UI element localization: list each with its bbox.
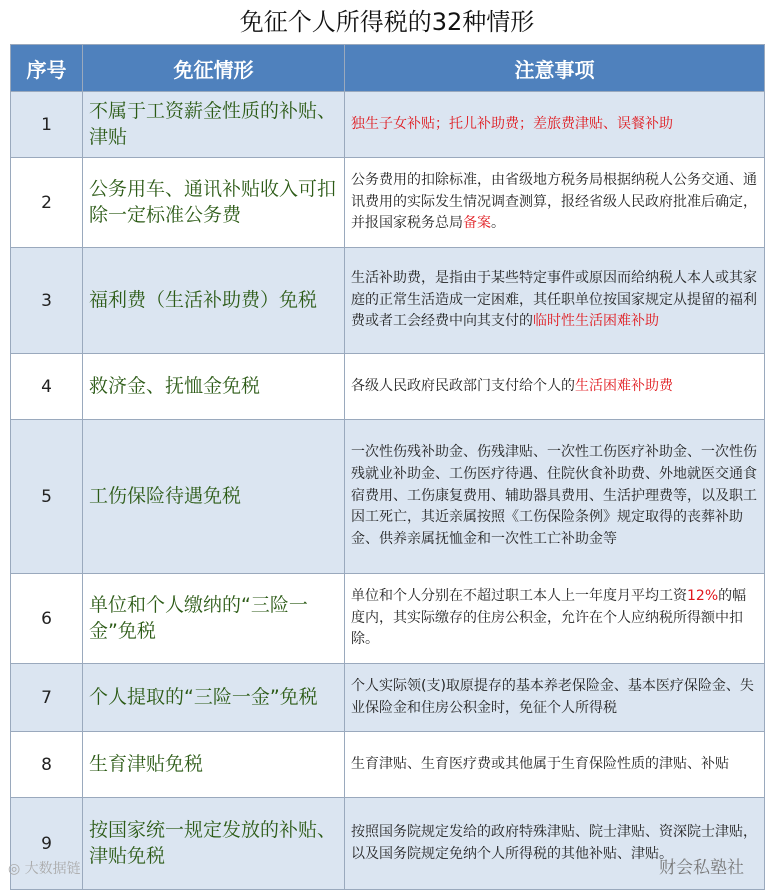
note-text: 按照国务院规定发给的政府特殊津贴、院士津贴、资深院士津贴，以及国务院规定免纳个人所得税的其他补贴、津贴。	[351, 823, 757, 862]
table-header-row	[11, 45, 765, 92]
table-row	[11, 248, 765, 354]
row-note	[345, 664, 765, 732]
watermark-left: ◎ 大数据链	[8, 861, 81, 877]
row-situation: 按国家统一规定发放的补贴、津贴免税	[83, 798, 345, 890]
row-seq: 4	[11, 354, 83, 420]
note-text: 生活补助费，是指由于某些特定事件或原因而给纳税人本人或其家庭的正常生活造成一定困难，其任职单位按国家规定从提留的福利费或者工会经费中向其支付的	[351, 269, 757, 330]
table-row	[11, 664, 765, 732]
row-situation: 救济金、抚恤金免税	[83, 354, 345, 420]
note-highlight: 独生子女补贴；托儿补助费；差旅费津贴、误餐补助	[351, 115, 673, 132]
row-situation: 单位和个人缴纳的“三险一金”免税	[83, 574, 345, 664]
row-note	[345, 732, 765, 798]
row-seq: 2	[11, 158, 83, 248]
row-seq: 5	[11, 420, 83, 574]
note-text: 生育津贴、生育医疗费或其他属于生育保险性质的津贴、补贴	[351, 755, 729, 772]
page-title: 免征个人所得税的32种情形	[239, 8, 535, 36]
tax-exemption-table	[10, 44, 765, 890]
row-note	[345, 574, 765, 664]
row-note	[345, 420, 765, 574]
watermark-right: 财会私塾社	[659, 858, 744, 878]
table-row	[11, 798, 765, 890]
header-notes: 注意事项	[345, 45, 765, 92]
row-seq: 6	[11, 574, 83, 664]
row-situation: 福利费（生活补助费）免税	[83, 248, 345, 354]
note-text-tail: 。	[491, 215, 505, 232]
row-seq: 7	[11, 664, 83, 732]
note-text: 各级人民政府民政部门支付给个人的	[351, 377, 575, 394]
note-text: 个人实际领(支)取原提存的基本养老保险金、基本医疗保险金、失业保险金和住房公积金时，免征个人所得税	[351, 677, 754, 716]
row-seq: 3	[11, 248, 83, 354]
row-note	[345, 354, 765, 420]
note-highlight: 备案	[463, 215, 491, 232]
header-seq: 序号	[11, 45, 83, 92]
row-situation: 生育津贴免税	[83, 732, 345, 798]
note-text-tail: 的幅度内，其实际缴存的住房公积金，允许在个人应纳税所得额中扣除。	[351, 587, 747, 648]
note-text: 一次性伤残补助金、伤残津贴、一次性工伤医疗补助金、一次性伤残就业补助金、工伤医疗待遇、住院伙食补助费、外地就医交通食宿费用、工伤康复费用、辅助器具费用、生活护理费等，以及职工因工死亡，其近亲属按照《工伤保险条例》规定取得的丧葬补助金、供养亲属抚恤金和一次性工亡补助金等	[351, 444, 757, 548]
row-situation: 公务用车、通讯补贴收入可扣除一定标准公务费	[83, 158, 345, 248]
row-note	[345, 158, 765, 248]
table-row	[11, 574, 765, 664]
note-text: 单位和个人分别在不超过职工本人上一年度月平均工资	[351, 587, 687, 604]
row-seq: 9	[11, 798, 83, 890]
row-note	[345, 248, 765, 354]
table-row	[11, 158, 765, 248]
row-situation: 不属于工资薪金性质的补贴、津贴	[83, 92, 345, 158]
note-highlight: 12%	[687, 587, 719, 604]
note-highlight: 临时性生活困难补助	[533, 313, 659, 330]
table-row	[11, 732, 765, 798]
table-row	[11, 354, 765, 420]
note-text: 公务费用的扣除标准，由省级地方税务局根据纳税人公务交通、通讯费用的实际发生情况调查测算，报经省级人民政府批准后确定，并报国家税务总局	[351, 171, 757, 232]
row-situation: 个人提取的“三险一金”免税	[83, 664, 345, 732]
row-note	[345, 92, 765, 158]
table-row	[11, 420, 765, 574]
table-row	[11, 92, 765, 158]
row-situation: 工伤保险待遇免税	[83, 420, 345, 574]
row-seq: 8	[11, 732, 83, 798]
header-situation: 免征情形	[83, 45, 345, 92]
row-seq: 1	[11, 92, 83, 158]
note-highlight: 生活困难补助费	[575, 377, 673, 394]
